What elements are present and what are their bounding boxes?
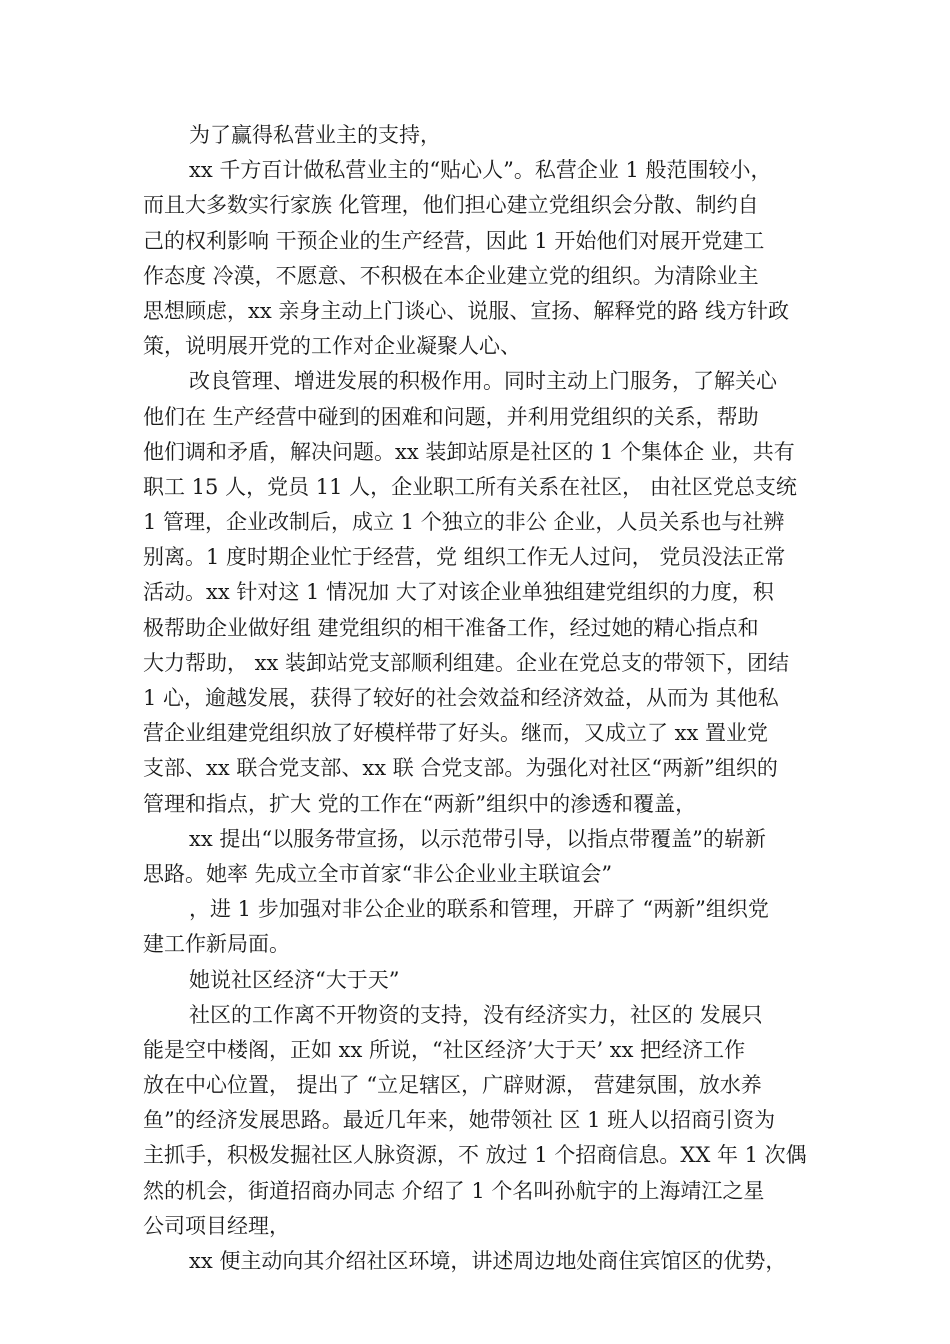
text-line: 营企业组建党组织放了好模样带了好头。继而，又成立了 xx 置业党: [143, 721, 769, 746]
text-line: 然的机会，街道招商办同志 介绍了 1 个名叫孙航宇的上海靖江之星: [143, 1178, 765, 1203]
text-line: 支部、xx 联合党支部、xx 联 合党支部。为强化对社区“两新”组织的: [143, 756, 778, 781]
text-line: 策，说明展开党的工作对企业凝聚人心、: [143, 334, 521, 359]
text-line: 活动。xx 针对这 1 情况加 大了对该企业单独组建党组织的力度，积: [143, 580, 774, 605]
text-line: 主抓手，积极发掘社区人脉资源，不 放过 1 个招商信息。XX 年 1 次偶: [143, 1143, 807, 1168]
text-line: 思路。她率 先成立全市首家“非公企业业主联谊会”: [143, 861, 613, 886]
text-line: 而且大多数实行家族 化管理，他们担心建立党组织会分散、制约自: [143, 193, 759, 218]
text-line: xx 提出“以服务带宣扬，以示范带引导，以指点带覆盖”的崭新: [189, 826, 766, 851]
text-line: 他们调和矛盾，解决问题。xx 装卸站原是社区的 1 个集体企 业，共有: [143, 439, 795, 464]
text-line: 管理和指点，扩大 党的工作在“两新”组织中的渗透和覆盖，: [143, 791, 697, 816]
text-line: 社区的工作离不开物资的支持，没有经济实力，社区的 发展只: [189, 1002, 763, 1027]
text-line: 职工 15 人，党员 11 人，企业职工所有关系在社区， 由社区党总支统: [143, 474, 797, 499]
text-line: 1 心，逾越发展，获得了较好的社会效益和经济效益，从而为 其他私: [143, 686, 779, 710]
text-line: 大力帮助， xx 装卸站党支部顺利组建。企业在党总支的带领下，团结: [143, 650, 790, 675]
text-line: 1 管理，企业改制后，成立 1 个独立的非公 企业，人员关系也与社辨: [143, 510, 785, 535]
text-line: 作态度 冷漠，不愿意、不积极在本企业建立党的组织。为清除业主: [143, 263, 759, 288]
text-line: xx 便主动向其介绍社区环境，讲述周边地处商住宾馆区的优势，: [189, 1249, 787, 1273]
text-line: 极帮助企业做好组 建党组织的相干准备工作，经过她的精心指点和: [143, 615, 759, 640]
text-line: ，进 1 步加强对非公企业的联系和管理，开辟了 “两新”组织党: [189, 897, 769, 922]
text-line: 改良管理、增进发展的积极作用。同时主动上门服务，了解关心: [189, 369, 777, 394]
text-line: 别离。1 度时期企业忙于经营，党 组织工作无人过问， 党员没法正常: [143, 545, 786, 570]
text-line: 他们在 生产经营中碰到的困难和问题，并利用党组织的关系，帮助: [143, 404, 759, 429]
text-line: xx 千方百计做私营业主的“贴心人”。私营企业 1 般范围较小，: [189, 158, 772, 183]
text-line: 建工作新局面。: [143, 932, 290, 957]
text-line: 为了赢得私营业主的支持，: [189, 123, 441, 147]
text-line: 思想顾虑，xx 亲身主动上门谈心、说服、宣扬、解释党的路 线方针政: [143, 298, 790, 323]
text-line: 鱼”的经济发展思路。最近几年来，她带领社 区 1 班人以招商引资为: [143, 1108, 776, 1133]
text-line: 己的权利影响 干预企业的生产经营，因此 1 开始他们对展开党建工: [143, 228, 765, 253]
text-line: 放在中心位置， 提出了 “立足辖区，广辟财源， 营建氛围，放水养: [143, 1073, 762, 1098]
document-body: [143, 118, 813, 1279]
section-heading: 她说社区经济“大于天”: [189, 967, 400, 992]
text-line: 能是空中楼阁，正如 xx 所说，“社区经济’大于天’ xx 把经济工作: [143, 1037, 746, 1062]
text-line: 公司项目经理，: [143, 1213, 290, 1238]
